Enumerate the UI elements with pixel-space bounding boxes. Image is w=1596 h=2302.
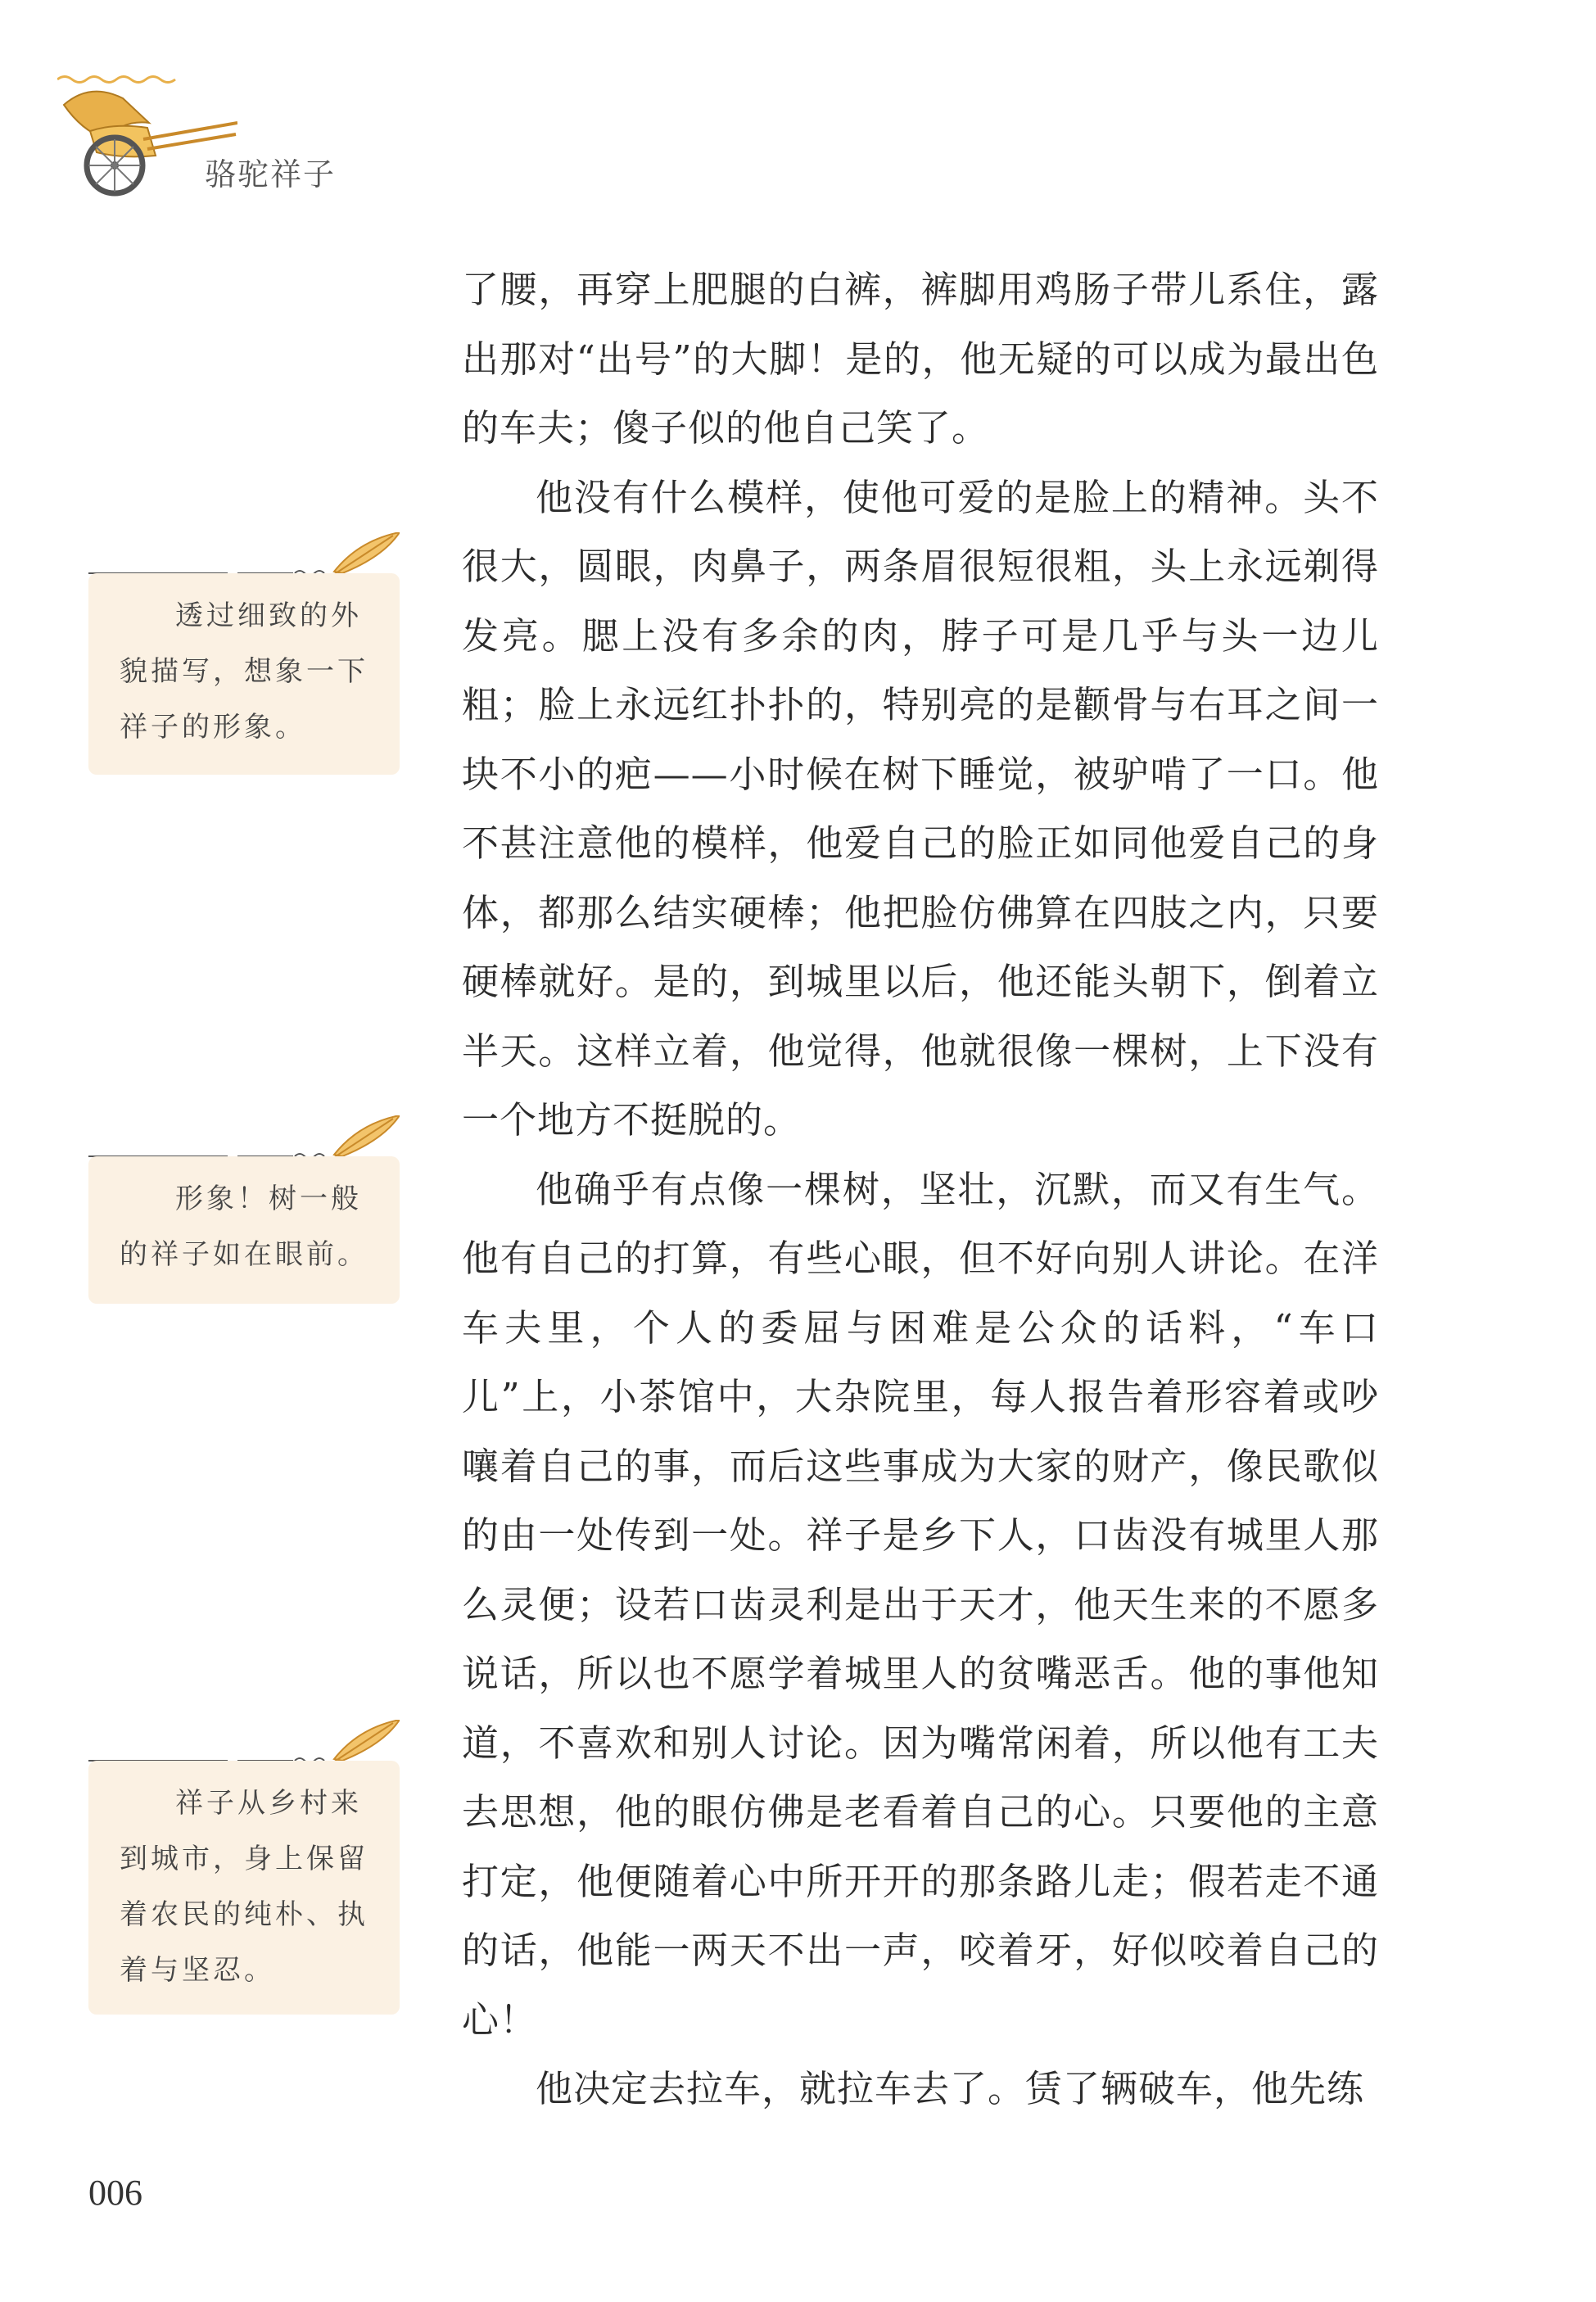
side-note xyxy=(88,573,400,775)
side-note-text: 透过细致的外貌描写，想象一下祥子的形象。 xyxy=(120,599,368,744)
book-title: 骆驼祥子 xyxy=(205,156,337,192)
main-text xyxy=(462,256,1379,2124)
paragraph: 他没有什么模样，使他可爱的是脸上的精神。头不很大，圆眼，肉鼻子，两条眉很短很粗，头上永远剃得发亮。腮上没有多余的肉，脖子可是几乎与头一边儿粗；脸上永远红扑扑的，特别亮的是颧骨与右耳之间一块不小的疤——小时候在树下睡觉，被驴啃了一口。他不甚注意他的模样，他爱自己的脸正如同他爱自己的身体，都那么结实硬棒；他把脸仿佛算在四肢之内，只要硬棒就好。是的，到城里以后，他还能头朝下，倒着立半天。这样立着，他觉得，他就很像一棵树，上下没有一个地方不挺脱的。 xyxy=(462,475,1379,1142)
side-note xyxy=(88,1156,400,1304)
side-note xyxy=(88,1761,400,2015)
page-number: 006 xyxy=(88,2173,142,2213)
paragraph: 他决定去拉车，就拉车去了。赁了辆破车，他先练 xyxy=(536,2067,1365,2110)
paragraph: 他确乎有点像一棵树，坚壮，沉默，而又有生气。他有自己的打算，有些心眼，但不好向别人讲论。在洋车夫里，个人的委屈与困难是公众的话料，“车口儿”上，小茶馆中，大杂院里，每人报告着形容着或吵嚷着自己的事，而后这些事成为大家的财产，像民歌似的由一处传到一处。祥子是乡下人，口齿没有城里人那么灵便；设若口齿灵利是出于天才，他天生来的不愿多说话，所以也不愿学着城里人的贫嘴恶舌。他的事他知道，不喜欢和别人讨论。因为嘴常闲着，所以他有工夫去思想，他的眼仿佛是老看着自己的心。只要他的主意打定，他便随着心中所开开的那条路儿走；假若走不通的话，他能一两天不出一声，咬着牙，好似咬着自己的心！ xyxy=(462,1167,1379,2042)
book-header xyxy=(57,74,352,237)
side-note-text: 形象！树一般的祥子如在眼前。 xyxy=(120,1183,368,1271)
paragraph: 了腰，再穿上肥腿的白裤，裤脚用鸡肠子带儿系住，露出那对“出号”的大脚！是的，他无疑的可以成为最出色的车夫；傻子似的他自己笑了。 xyxy=(462,268,1379,450)
wave-underline xyxy=(57,74,180,85)
side-note-text: 祥子从乡村来到城市，身上保留着农民的纯朴、执着与坚忍。 xyxy=(120,1787,368,1987)
